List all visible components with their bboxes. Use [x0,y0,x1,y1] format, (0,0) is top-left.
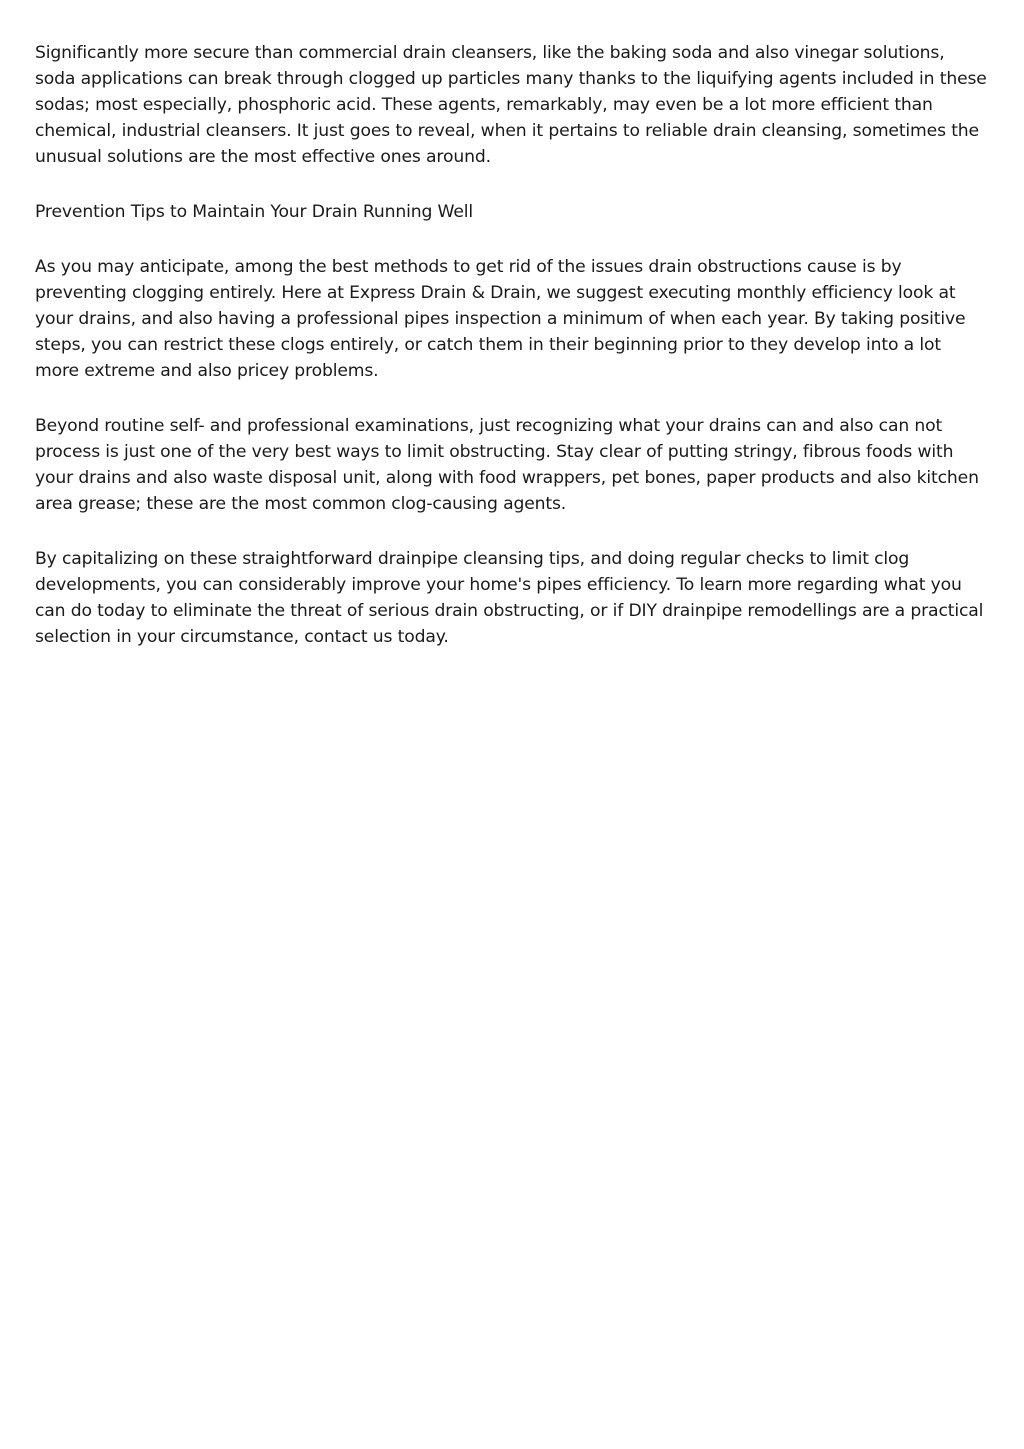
section-heading-prevention-tips: Prevention Tips to Maintain Your Drain Running Well [35,202,474,222]
paragraph-contact-us: By capitalizing on these straightforward drainpipe cleansing tips, and doing regular checks to limit clog developments, you can considerably improve your home's pipes efficiency. To learn more regarding what you can do today to eliminate the threat of serious drain obstructing, or if DIY drainpipe remodellings are a practical selection in your circumstance, contact us today. [35,549,984,647]
paragraph-soda-cleansers: Significantly more secure than commercial drain cleansers, like the baking soda and also vinegar solutions, soda applications can break through clogged up particles many thanks to the liquifying agents included in these sodas; most especially, phosphoric acid. These agents, remarkably, may even be a lot more efficient than chemical, industrial cleansers. It just goes to reveal, when it pertains to reliable drain cleansing, sometimes the unusual solutions are the most effective ones around. [35,43,987,167]
paragraph-routine-examinations: Beyond routine self- and professional examinations, just recognizing what your drains can and also can not process is just one of the very best ways to limit obstructing. Stay clear of putting stringy, fibrous foods with your drains and also waste disposal unit, along with food wrappers, pet bones, paper products and also kitchen area grease; these are the most common clog-causing agents. [35,416,979,514]
document-body [35,40,990,679]
paragraph-preventing-clogging: As you may anticipate, among the best methods to get rid of the issues drain obstructions cause is by preventing clogging entirely. Here at Express Drain & Drain, we suggest executing monthly efficiency look at your drains, and also having a professional pipes inspection a minimum of when each year. By taking positive steps, you can restrict these clogs entirely, or catch them in their beginning prior to they develop into a lot more extreme and also pricey problems. [35,257,966,381]
